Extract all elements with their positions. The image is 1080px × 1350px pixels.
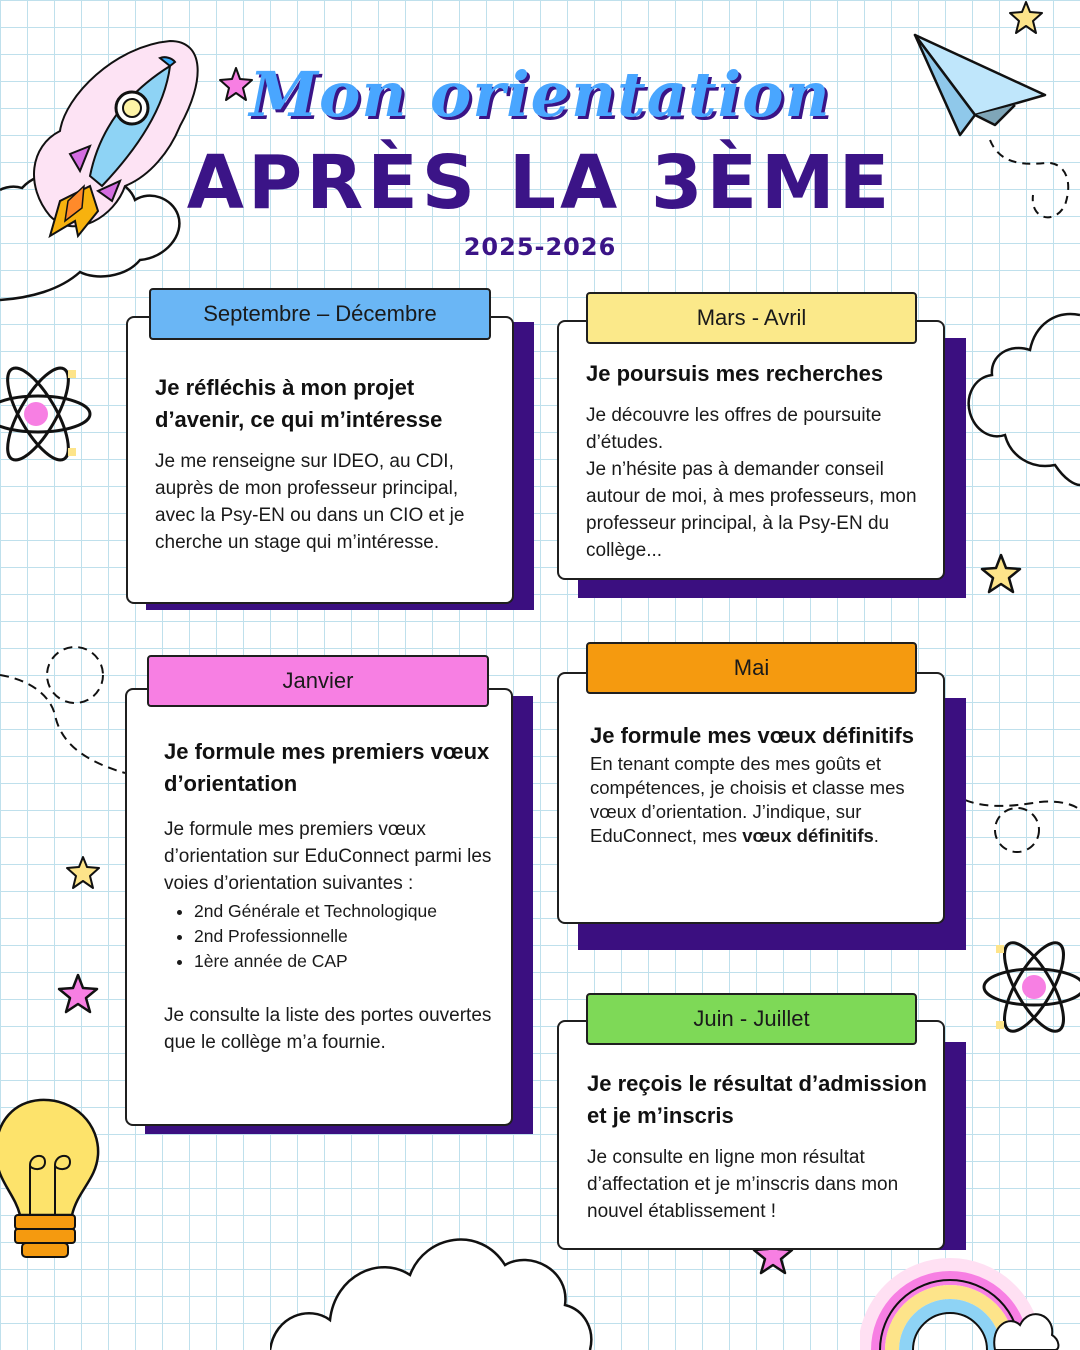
card-juin-juillet <box>557 1020 945 1250</box>
orientation-list <box>194 899 495 974</box>
card-heading: Je réfléchis à mon projet d’avenir, ce qui m’intéresse <box>155 375 443 432</box>
card-text <box>586 402 927 564</box>
card-heading: Je poursuis mes recherches <box>586 361 884 386</box>
star-icon <box>978 552 1024 596</box>
card-text-intro: Je formule mes premiers vœux d’orientation sur EduConnect parmi les voies d’orientation suivantes : <box>164 819 492 894</box>
dashed-path-decoration <box>960 780 1080 900</box>
list-item: • 2nd Générale et Technologique <box>194 899 495 924</box>
card-text-line: Je n’hésite pas à demander conseil autour de moi, à mes professeurs, mon professeur principal, à la Psy-EN du collège... <box>586 459 917 561</box>
tab-mai: Mai <box>586 642 917 694</box>
card-text-end: . <box>873 825 879 846</box>
cloud-icon <box>270 1215 600 1350</box>
tab-janvier: Janvier <box>147 655 489 707</box>
star-icon <box>64 855 102 891</box>
dashed-path-decoration <box>0 645 130 785</box>
tab-mars-avril: Mars - Avril <box>586 292 917 344</box>
card-text-outro: Je consulte la liste des portes ouvertes que le collège m’a fournie. <box>164 1005 492 1053</box>
cloud-icon <box>960 305 1080 495</box>
star-icon <box>55 972 101 1016</box>
card-text <box>590 752 927 848</box>
card-mars-avril <box>557 320 945 580</box>
card-heading: Je formule mes vœux définitifs <box>590 723 914 748</box>
list-item: • 2nd Professionnelle <box>194 924 495 949</box>
card-septembre <box>126 316 514 604</box>
card-heading: Je formule mes premiers vœux d’orientation <box>164 739 490 796</box>
page-title: APRÈS LA 3ÈME <box>186 140 894 226</box>
card-text <box>164 816 495 1056</box>
card-text-line: Je découvre les offres de poursuite d’études. <box>586 405 882 453</box>
card-text-part: En tenant compte des mes goûts et compétences, je choisis et classe mes vœux d’orientation. J’indique, sur EduConnect, mes <box>590 753 905 846</box>
card-text: Je consulte en ligne mon résultat d’affectation et je m’inscris dans mon nouvel établissement ! <box>587 1147 899 1222</box>
script-title: Mon orientation <box>249 58 831 131</box>
card-heading: Je reçois le résultat d’admission et je m’inscris <box>587 1071 927 1128</box>
atom-icon <box>0 350 95 480</box>
tab-septembre-decembre: Septembre – Décembre <box>149 288 491 340</box>
atom-icon <box>978 925 1080 1050</box>
card-mai <box>557 672 945 924</box>
card-janvier <box>125 688 513 1126</box>
rainbow-icon <box>860 1240 1060 1350</box>
lightbulb-icon <box>0 1090 110 1270</box>
card-text-bold: vœux définitifs <box>742 825 874 846</box>
school-year: 2025-2026 <box>463 233 617 261</box>
card-text: Je me renseigne sur IDEO, au CDI, auprès de mon professeur principal, avec la Psy-EN ou dans un CIO et je cherche un stage qui m’intéresse. <box>155 451 465 553</box>
tab-juin-juillet: Juin - Juillet <box>586 993 917 1045</box>
list-item: • 1ère année de CAP <box>194 949 495 974</box>
